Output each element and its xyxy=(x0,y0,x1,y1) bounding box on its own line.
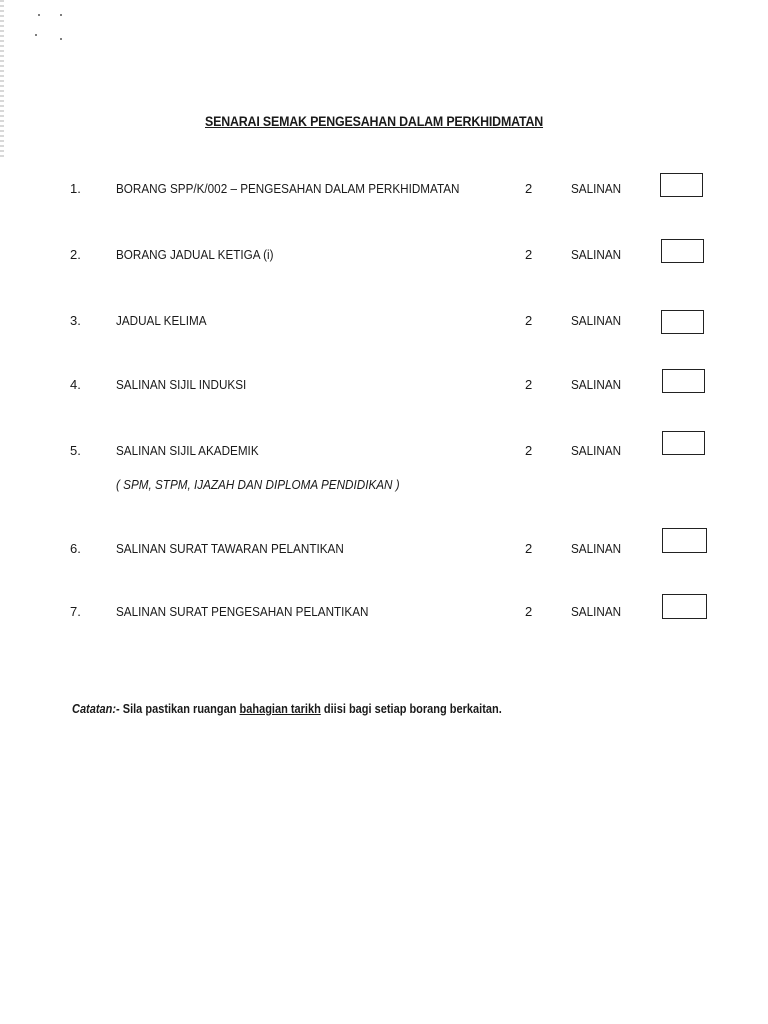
footnote xyxy=(72,702,502,716)
scan-speck xyxy=(38,14,40,16)
checklist-item xyxy=(0,247,768,277)
scan-speck xyxy=(60,38,62,40)
item-number: 6. xyxy=(70,541,81,556)
item-number: 1. xyxy=(70,181,81,196)
item-quantity: 2 xyxy=(525,541,533,556)
item-number: 7. xyxy=(70,604,81,619)
item-unit: SALINAN xyxy=(571,604,622,619)
checklist-item xyxy=(0,541,768,571)
page-title: SENARAI SEMAK PENGESAHAN DALAM PERKHIDMATAN xyxy=(205,114,544,129)
scan-speck xyxy=(60,14,62,16)
item-quantity: 2 xyxy=(525,443,533,458)
footnote-label: Catatan:- xyxy=(72,702,120,716)
footnote-underlined-text: bahagian tarikh xyxy=(239,702,321,716)
scan-speck xyxy=(35,34,37,36)
checkbox[interactable] xyxy=(662,369,705,393)
checklist-item xyxy=(0,313,768,343)
item-unit: SALINAN xyxy=(571,247,622,262)
item-number: 4. xyxy=(70,377,81,392)
item-description: JADUAL KELIMA xyxy=(116,313,207,328)
checkbox[interactable] xyxy=(660,173,703,197)
checkbox[interactable] xyxy=(662,431,705,455)
item-description: SALINAN SIJIL INDUKSI xyxy=(116,377,247,392)
item-quantity: 2 xyxy=(525,181,533,196)
item-description: SALINAN SURAT TAWARAN PELANTIKAN xyxy=(116,541,344,556)
checklist-item xyxy=(0,377,768,407)
checkbox[interactable] xyxy=(661,239,704,263)
item-unit: SALINAN xyxy=(571,443,622,458)
item-number: 3. xyxy=(70,313,81,328)
checkbox[interactable] xyxy=(661,310,704,334)
scan-edge-artifact xyxy=(0,0,4,160)
item-number: 2. xyxy=(70,247,81,262)
checklist-item xyxy=(0,181,768,211)
checkbox[interactable] xyxy=(662,528,707,553)
checklist-item xyxy=(0,604,768,634)
item-description: SALINAN SURAT PENGESAHAN PELANTIKAN xyxy=(116,604,369,619)
item-quantity: 2 xyxy=(525,604,533,619)
checklist-item xyxy=(0,443,768,503)
footnote-text-before: Sila pastikan ruangan xyxy=(122,702,237,716)
item-unit: SALINAN xyxy=(571,377,622,392)
item-quantity: 2 xyxy=(525,377,533,392)
item-quantity: 2 xyxy=(525,247,533,262)
item-description: BORANG JADUAL KETIGA (i) xyxy=(116,247,274,262)
item-subdescription: ( SPM, STPM, IJAZAH DAN DIPLOMA PENDIDIKAN ) xyxy=(116,477,400,492)
item-description: SALINAN SIJIL AKADEMIK xyxy=(116,443,259,458)
item-quantity: 2 xyxy=(525,313,533,328)
item-description: BORANG SPP/K/002 – PENGESAHAN DALAM PERKHIDMATAN xyxy=(116,181,460,196)
item-unit: SALINAN xyxy=(571,313,622,328)
footnote-text-after: diisi bagi setiap borang berkaitan. xyxy=(323,702,502,716)
checkbox[interactable] xyxy=(662,594,707,619)
item-unit: SALINAN xyxy=(571,181,622,196)
item-unit: SALINAN xyxy=(571,541,622,556)
item-number: 5. xyxy=(70,443,81,458)
